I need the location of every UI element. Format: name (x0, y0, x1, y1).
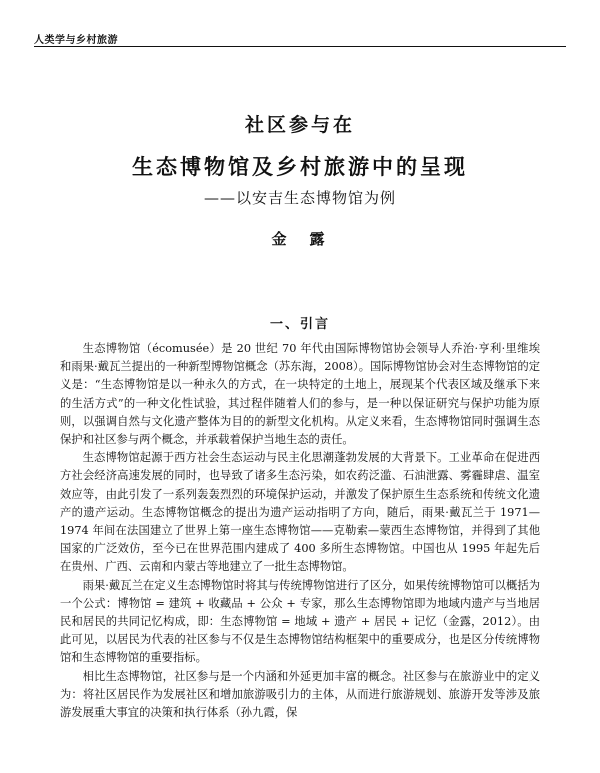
body-text (60, 340, 540, 722)
title-block (0, 110, 600, 208)
author-name: 金 露 (271, 230, 329, 248)
paragraph: 生态博物馆起源于西方社会生态运动与民主化思潮蓬勃发展的大背景下。工业革命在促进西方社会经济高速发展的同时，也导致了诸多生态污染，如农药泛滥、石油泄露、雾霾肆虐、温室效应等，由此引发了一系列轰轰烈烈的环境保护运动，并激发了保护原生生态系统和传统文化遗产的遗产运动。生态博物馆概念的提出为遗产运动指明了方向，随后，雨果·戴瓦兰于 1971—1974 年间在法国建立了世界上第一座生态博物馆——克勒索—蒙西生态博物馆，并得到了其他国家的广泛效仿，至今已在世界范围内建成了 400 多所生态博物馆。中国也从 1995 年起先后在贵州、广西、云南和内蒙古等地建立了一批生态博物馆。 (60, 451, 540, 574)
paragraph: 生态博物馆（écomusée）是 20 世纪 70 年代由国际博物馆协会领导人乔治·亨利·里维埃和雨果·戴瓦兰提出的一种新型博物馆概念（苏东海，2008）。国际博物馆协会对生态博物馆的定义是：“生态博物馆是以一种永久的方式，在一块特定的土地上，展现某个代表区域及继承下来的生活方式”的一种文化性试验，其过程伴随着人们的参与，是一种以保证研究与保护功能为原则，以强调自然与文化遗产整体为目的的新型文化机构。从定义来看，生态博物馆同时强调生态保护和社区参与两个概念，并承载着保护当地生态的责任。 (60, 342, 540, 447)
article-title-line-1: 社区参与在 (244, 114, 355, 136)
paragraph: 雨果·戴瓦兰在定义生态博物馆时将其与传统博物馆进行了区分，如果传统博物馆可以概括为一个公式：博物馆 = 建筑 + 收藏品 + 公众 + 专家，那么生态博物馆即为地域内遗产与当地居民和居民的共同记忆构成，即：生态博物馆 = 地域 + 遗产 + 居民 + 记忆（金露，2012）。由此可见，以居民为代表的社区参与不仅是生态博物馆结构框架中的重要成分，也是区分传统博物馆和生态博物馆的重要指标。 (60, 578, 540, 665)
running-header: 人类学与乡村旅游 (34, 35, 118, 46)
section-heading: 一、引言 (269, 317, 330, 332)
header-rule (34, 46, 566, 47)
article-title-line-2: 生态博物馆及乡村旅游中的呈现 (132, 154, 468, 179)
article-subtitle: ——以安吉生态博物馆为例 (203, 189, 396, 207)
paragraph: 相比生态博物馆，社区参与是一个内涵和外延更加丰富的概念。社区参与在旅游业中的定义为：将社区居民作为发展社区和增加旅游吸引力的主体，从而进行旅游规划、旅游开发等涉及旅游发展重大事宜的决策和执行体系（孙九霞，保 (60, 669, 540, 720)
